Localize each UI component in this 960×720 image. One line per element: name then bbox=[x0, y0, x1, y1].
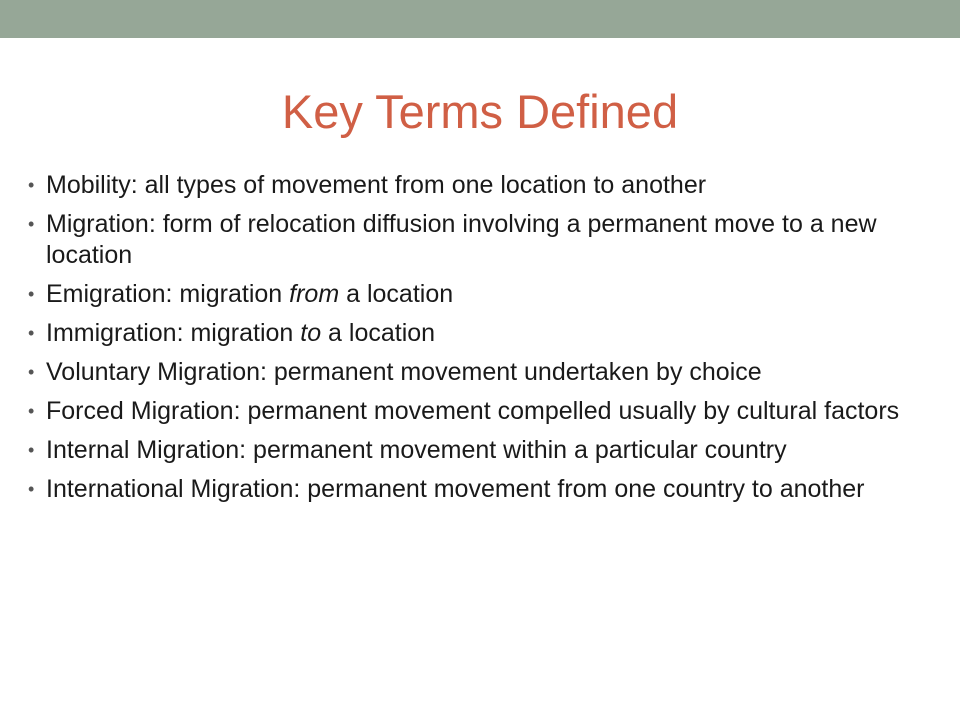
bullet-text-tail: a location bbox=[339, 280, 454, 308]
list-item-internal-migration bbox=[28, 435, 908, 466]
bullet-icon: • bbox=[28, 284, 35, 304]
bullet-text-tail: a location bbox=[321, 319, 436, 347]
bullet-list bbox=[28, 170, 908, 513]
bullet-icon: • bbox=[28, 362, 35, 382]
slide-title: Key Terms Defined bbox=[281, 85, 679, 138]
bullet-icon: • bbox=[28, 401, 35, 421]
bullet-icon: • bbox=[28, 175, 35, 195]
list-item-migration bbox=[28, 209, 908, 271]
list-item-mobility bbox=[28, 170, 908, 201]
bullet-text-lead: Emigration: migration bbox=[46, 280, 290, 308]
list-item-emigration bbox=[28, 279, 908, 310]
bullet-icon: • bbox=[28, 214, 35, 234]
list-item-international-migration bbox=[28, 474, 908, 505]
bullet-text: International Migration: permanent movement from one country to another bbox=[46, 475, 865, 503]
bullet-icon: • bbox=[28, 323, 35, 343]
list-item-immigration bbox=[28, 318, 908, 349]
list-item-forced-migration bbox=[28, 396, 908, 427]
bullet-icon: • bbox=[28, 479, 35, 499]
bullet-text: Forced Migration: permanent movement compelled usually by cultural factors bbox=[46, 397, 900, 425]
bullet-text: Migration: form of relocation diffusion involving a permanent move to a new location bbox=[46, 210, 877, 269]
bullet-text-emphasis: to bbox=[300, 319, 322, 347]
bullet-text-lead: Immigration: migration bbox=[46, 319, 301, 347]
list-item-voluntary-migration bbox=[28, 357, 908, 388]
header-band bbox=[0, 0, 960, 38]
bullet-text: Internal Migration: permanent movement within a particular country bbox=[46, 436, 787, 464]
bullet-text: Voluntary Migration: permanent movement undertaken by choice bbox=[46, 358, 762, 386]
bullet-icon: • bbox=[28, 440, 35, 460]
bullet-text-emphasis: from bbox=[289, 280, 340, 308]
bullet-text bbox=[46, 319, 435, 347]
bullet-text: Mobility: all types of movement from one location to another bbox=[46, 171, 707, 199]
bullet-text bbox=[46, 280, 453, 308]
